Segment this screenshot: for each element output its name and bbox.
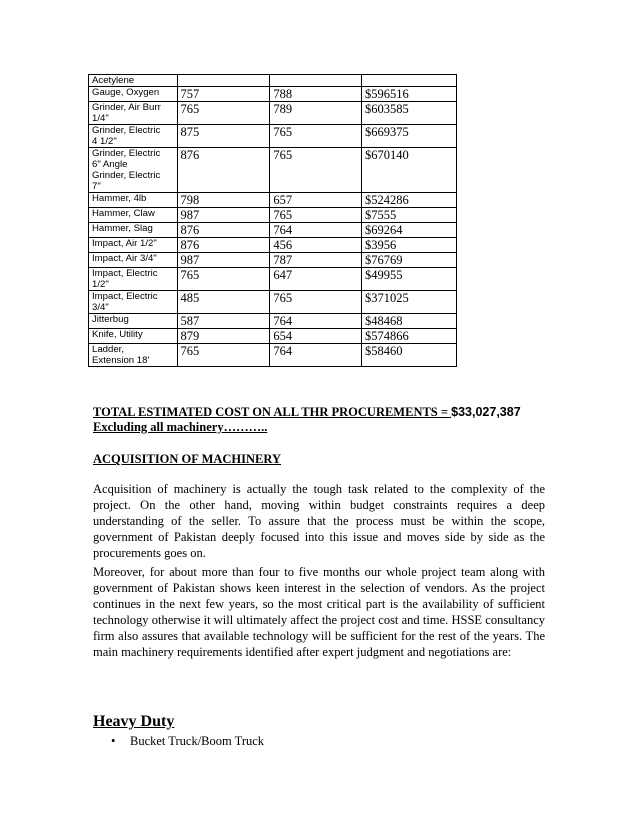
value-cell: 657 <box>270 193 362 208</box>
cost-cell: $524286 <box>362 193 457 208</box>
item-name-cell <box>89 344 178 367</box>
item-name-line: Impact, Air 3/4" <box>92 253 157 264</box>
item-name-cell <box>89 193 178 208</box>
subheading-heavy-duty: Heavy Duty <box>93 713 175 730</box>
table-row <box>89 75 457 87</box>
value-cell: 587 <box>177 314 270 329</box>
cost-cell: $69264 <box>362 223 457 238</box>
item-name-cell <box>89 314 178 329</box>
item-name-line: 6" Angle <box>92 159 128 170</box>
cost-cell: $7555 <box>362 208 457 223</box>
table-row <box>89 208 457 223</box>
value-cell: 765 <box>270 148 362 193</box>
value-cell: 789 <box>270 102 362 125</box>
cost-cell: $596516 <box>362 87 457 102</box>
table-row <box>89 87 457 102</box>
value-cell: 876 <box>177 238 270 253</box>
item-name-cell <box>89 148 178 193</box>
item-name-cell <box>89 87 178 102</box>
item-name-line: Acetylene <box>92 75 135 86</box>
value-cell: 647 <box>270 268 362 291</box>
item-name-line: Knife, Utility <box>92 329 143 340</box>
item-name-cell <box>89 208 178 223</box>
value-cell: 875 <box>177 125 270 148</box>
value-cell: 765 <box>270 125 362 148</box>
cost-cell: $76769 <box>362 253 457 268</box>
item-name-line: Grinder, Electric <box>92 170 161 181</box>
item-name-line: Grinder, Electric <box>92 125 161 136</box>
cost-cell: $669375 <box>362 125 457 148</box>
paragraph-2: Moreover, for about more than four to five months our whole project team along with government of Pakistan shows keen interest in the selection of vendors. As the project continues in the next few years, so the most critical part is the availability of sufficient technology otherwise it will ultimately affect the project cost and time. HSSE consultancy firm also assures that available technology will be sufficient for the rest of the years. The main machinery requirements identified after expert judgment and negotiations are: <box>93 565 545 659</box>
table-row <box>89 238 457 253</box>
item-name-cell <box>89 102 178 125</box>
table-row <box>89 314 457 329</box>
cost-cell: $48468 <box>362 314 457 329</box>
equipment-cost-table <box>88 74 457 367</box>
value-cell: 876 <box>177 148 270 193</box>
item-name-cell <box>89 223 178 238</box>
list-item-label: Bucket Truck/Boom Truck <box>130 734 265 748</box>
cost-cell: $603585 <box>362 102 457 125</box>
item-name-line: Grinder, Air Burr <box>92 102 161 113</box>
value-cell: 987 <box>177 208 270 223</box>
table-row <box>89 223 457 238</box>
value-cell: 788 <box>270 87 362 102</box>
item-name-line: Hammer, 4lb <box>92 193 147 204</box>
cost-cell: $574866 <box>362 329 457 344</box>
cost-cell: $3956 <box>362 238 457 253</box>
table-row <box>89 148 457 193</box>
table-row <box>89 344 457 367</box>
item-name-line: Impact, Air 1/2" <box>92 238 157 249</box>
cost-cell <box>362 75 457 87</box>
value-cell: 876 <box>177 223 270 238</box>
value-cell: 879 <box>177 329 270 344</box>
table-row <box>89 253 457 268</box>
item-name-line: Jitterbug <box>92 314 129 325</box>
paragraph-1: Acquisition of machinery is actually the tough task related to the complexity of the project. On the other hand, moving within budget constraints requires a deep understanding of the seller. To assure that the process must be within the scope, government of Pakistan deeply focused into this issue and moves side by side as the procurements goes on. <box>93 482 545 560</box>
bullet-list <box>111 734 264 749</box>
total-label: TOTAL ESTIMATED COST ON ALL THR PROCUREMENTS = <box>93 405 452 419</box>
item-name-line: Grinder, Electric <box>92 148 161 159</box>
total-amount: $33,027,387 <box>451 405 521 419</box>
value-cell: 764 <box>270 223 362 238</box>
section-heading: ACQUISITION OF MACHINERY <box>93 452 282 466</box>
value-cell: 765 <box>177 344 270 367</box>
value-cell: 765 <box>270 208 362 223</box>
item-name-line: Impact, Electric <box>92 291 158 302</box>
table-row <box>89 193 457 208</box>
cost-cell: $670140 <box>362 148 457 193</box>
item-name-cell <box>89 125 178 148</box>
bullet-icon: • <box>111 734 116 748</box>
item-name-line: 1/2" <box>92 279 109 290</box>
value-cell: 654 <box>270 329 362 344</box>
item-name-line: Gauge, Oxygen <box>92 87 160 98</box>
cost-cell: $371025 <box>362 291 457 314</box>
value-cell: 485 <box>177 291 270 314</box>
value-cell: 765 <box>270 291 362 314</box>
table-row <box>89 102 457 125</box>
item-name-line: Hammer, Claw <box>92 208 155 219</box>
list-item <box>111 734 264 749</box>
item-name-cell <box>89 238 178 253</box>
value-cell: 764 <box>270 314 362 329</box>
item-name-line: 1/4" <box>92 113 109 124</box>
table-row <box>89 329 457 344</box>
item-name-line: 3/4" <box>92 302 109 313</box>
item-name-line: Ladder, <box>92 344 125 355</box>
value-cell: 987 <box>177 253 270 268</box>
item-name-line: 7" <box>92 181 101 192</box>
total-estimated-cost <box>93 405 521 435</box>
item-name-cell <box>89 268 178 291</box>
value-cell: 787 <box>270 253 362 268</box>
value-cell: 765 <box>177 102 270 125</box>
item-name-cell <box>89 253 178 268</box>
value-cell: 798 <box>177 193 270 208</box>
value-cell: 757 <box>177 87 270 102</box>
total-note: Excluding all machinery……….. <box>93 420 268 434</box>
value-cell: 765 <box>177 268 270 291</box>
value-cell: 764 <box>270 344 362 367</box>
item-name-line: Hammer, Slag <box>92 223 153 234</box>
item-name-line: Impact, Electric <box>92 268 158 279</box>
cost-cell: $49955 <box>362 268 457 291</box>
item-name-cell <box>89 291 178 314</box>
table-row <box>89 125 457 148</box>
table-row <box>89 291 457 314</box>
value-cell <box>270 75 362 87</box>
table-row <box>89 268 457 291</box>
cost-cell: $58460 <box>362 344 457 367</box>
item-name-cell <box>89 329 178 344</box>
item-name-cell <box>89 75 178 87</box>
value-cell <box>177 75 270 87</box>
item-name-line: 4 1/2" <box>92 136 117 147</box>
value-cell: 456 <box>270 238 362 253</box>
item-name-line: Extension 18' <box>92 355 150 366</box>
